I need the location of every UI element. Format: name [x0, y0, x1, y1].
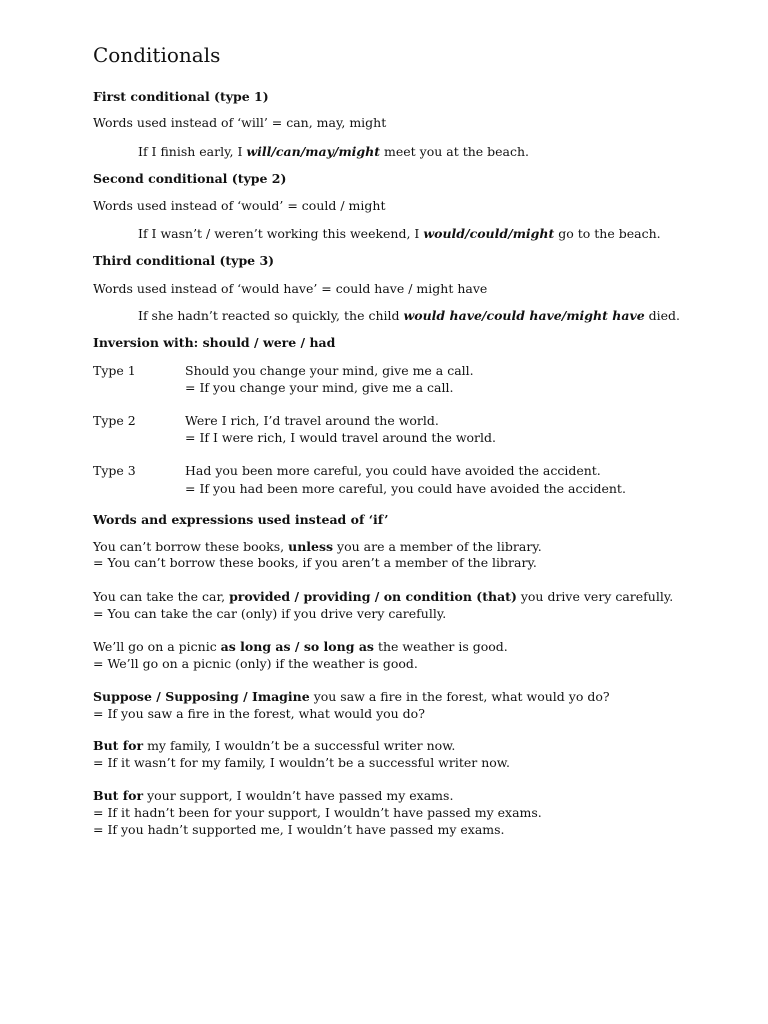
- butfor2-line2: = If it hadn’t been for your support, I wouldn’t have passed my exams.: [93, 805, 542, 820]
- example-text: meet you at the beach.: [380, 144, 530, 159]
- example-text: If she hadn’t reacted so quickly, the child: [138, 308, 404, 323]
- unless-line2: = You can’t borrow these books, if you aren’t a member of the library.: [93, 555, 537, 570]
- keyword: provided / providing / on condition (that): [229, 589, 517, 604]
- example-highlight: would have/could have/might have: [403, 308, 645, 323]
- aslong-line1: [93, 638, 508, 655]
- example-text: If I wasn’t / weren’t working this weekend, I: [138, 226, 424, 241]
- sentence-text: You can take the car,: [93, 589, 230, 604]
- sentence-text: you saw a fire in the forest, what would yo do?: [309, 689, 610, 704]
- aslong-line2: = We’ll go on a picnic (only) if the weather is good.: [93, 656, 418, 671]
- sentence-text: you are a member of the library.: [333, 539, 542, 554]
- inversion-type2-line1: Were I rich, I’d travel around the world.: [185, 413, 439, 428]
- keyword: But for: [93, 788, 144, 803]
- inversion-type3-line1: Had you been more careful, you could have avoided the accident.: [185, 463, 601, 478]
- second-conditional-heading: Second conditional (type 2): [93, 171, 287, 186]
- first-conditional-heading: First conditional (type 1): [93, 89, 269, 104]
- keyword: But for: [93, 738, 144, 753]
- example-highlight: would/could/might: [423, 226, 555, 241]
- inversion-heading: Inversion with: should / were / had: [93, 335, 336, 350]
- inversion-type3-line2: = If you had been more careful, you could have avoided the accident.: [185, 481, 626, 496]
- sentence-text: my family, I wouldn’t be a successful writer now.: [143, 738, 456, 753]
- page-title: Conditionals: [93, 43, 221, 67]
- example-text: go to the beach.: [554, 226, 661, 241]
- inversion-type2-label: Type 2: [93, 413, 136, 428]
- example-highlight: will/can/may/might: [246, 144, 381, 159]
- first-conditional-words: Words used instead of ‘will’ = can, may, might: [93, 115, 387, 130]
- unless-line1: [93, 538, 542, 555]
- first-conditional-example: [138, 143, 529, 160]
- suppose-line1: [93, 688, 610, 705]
- suppose-line2: = If you saw a fire in the forest, what would you do?: [93, 706, 425, 721]
- sentence-text: We’ll go on a picnic: [93, 639, 221, 654]
- inversion-type2-line2: = If I were rich, I would travel around the world.: [185, 430, 496, 445]
- sentence-text: You can’t borrow these books,: [93, 539, 289, 554]
- sentence-text: you drive very carefully.: [516, 589, 674, 604]
- butfor1-line2: = If it wasn’t for my family, I wouldn’t be a successful writer now.: [93, 755, 510, 770]
- keyword: as long as / so long as: [220, 639, 374, 654]
- sentence-text: your support, I wouldn’t have passed my exams.: [143, 788, 454, 803]
- ifwords-heading: Words and expressions used instead of ‘if’: [93, 512, 389, 527]
- third-conditional-words: Words used instead of ‘would have’ = could have / might have: [93, 281, 488, 296]
- third-conditional-heading: Third conditional (type 3): [93, 253, 275, 268]
- butfor1-line1: [93, 737, 455, 754]
- butfor2-line1: [93, 787, 453, 804]
- sentence-text: the weather is good.: [373, 639, 508, 654]
- butfor2-line3: = If you hadn’t supported me, I wouldn’t have passed my exams.: [93, 822, 505, 837]
- provided-line1: [93, 588, 673, 605]
- keyword: Suppose / Supposing / Imagine: [93, 689, 310, 704]
- provided-line2: = You can take the car (only) if you drive very carefully.: [93, 606, 447, 621]
- inversion-type1-line1: Should you change your mind, give me a call.: [185, 363, 474, 378]
- third-conditional-example: [138, 307, 680, 324]
- inversion-type1-line2: = If you change your mind, give me a call.: [185, 380, 454, 395]
- second-conditional-words: Words used instead of ‘would’ = could / might: [93, 198, 386, 213]
- keyword: unless: [288, 539, 334, 554]
- example-text: If I finish early, I: [138, 144, 247, 159]
- second-conditional-example: [138, 225, 661, 242]
- example-text: died.: [644, 308, 681, 323]
- inversion-type3-label: Type 3: [93, 463, 136, 478]
- inversion-type1-label: Type 1: [93, 363, 136, 378]
